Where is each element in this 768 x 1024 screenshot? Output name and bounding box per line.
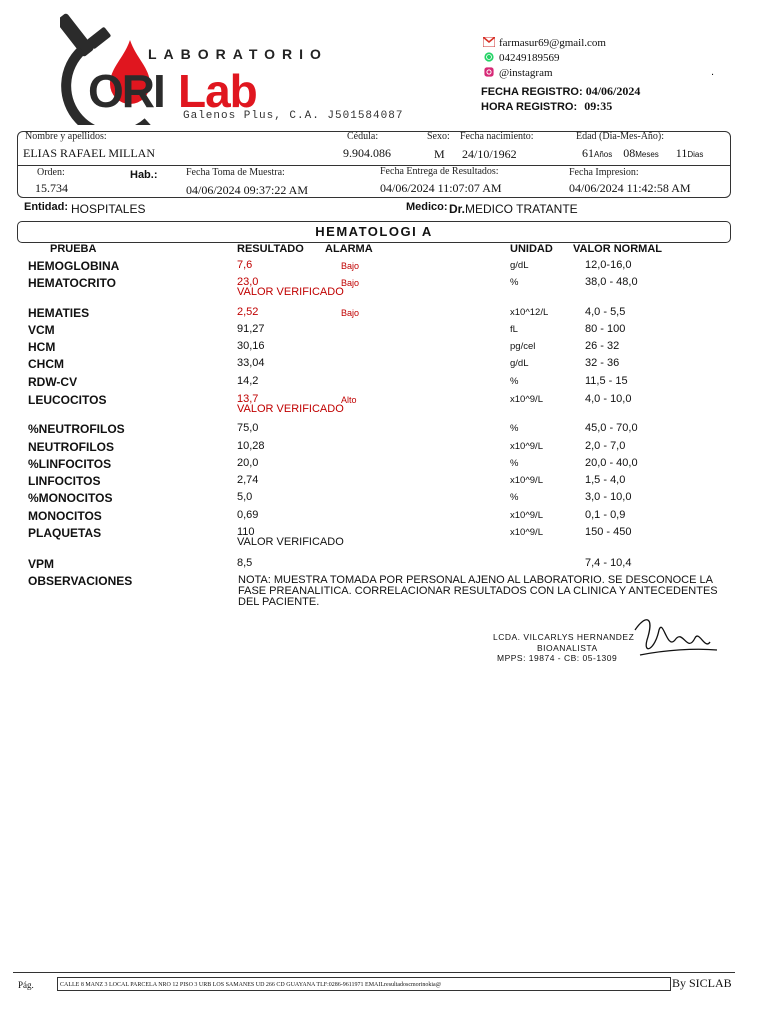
test-verified: VALOR VERIFICADO [237,286,344,298]
col-alarma: ALARMA [325,243,373,255]
fecha-registro-label: FECHA REGISTRO: [481,86,583,98]
header-dot: . [711,66,715,78]
observaciones-label: OBSERVACIONES [28,574,133,588]
fnac-value: 24/10/1962 [462,147,517,161]
test-result: 23,0 [237,276,259,288]
test-name: %NEUTROFILOS [28,422,125,436]
test-normal-range: 11,5 - 15 [585,375,628,387]
test-normal-range: 1,5 - 4,0 [585,474,626,486]
test-result: 7,6 [237,259,253,271]
test-verified: VALOR VERIFICADO [237,403,344,415]
test-alarm: Bajo [341,308,360,318]
test-name: %MONOCITOS [28,491,113,505]
test-name: VCM [28,323,55,337]
signer-mpps: MPPS: 19874 - CB: 05-1309 [497,653,618,663]
test-normal-range: 32 - 36 [585,357,620,369]
test-unit: pg/cel [510,341,536,352]
toma-value: 04/06/2024 09:37:22 AM [186,183,309,197]
contact-email [483,37,606,49]
test-name: CHCM [28,357,64,371]
fecha-registro-value: 04/06/2024 [585,84,641,98]
signer-name: LCDA. VILCARLYS HERNANDEZ [493,632,635,642]
test-name: MONOCITOS [28,509,102,523]
logo-text-lab: Lab [178,65,257,117]
test-result: 8,5 [237,557,253,569]
test-name: LINFOCITOS [28,474,101,488]
orden-label: Orden: [37,167,65,178]
test-result: 2,52 [237,306,259,318]
test-normal-range: 2,0 - 7,0 [585,440,626,452]
fnac-label: Fecha nacimiento: [460,131,534,142]
test-unit: % [510,277,519,288]
hora-registro-label: HORA REGISTRO: [481,101,578,113]
test-unit: g/dL [510,358,529,369]
entidad-value: HOSPITALES [71,202,146,216]
test-name: %LINFOCITOS [28,457,112,471]
instagram-icon [483,67,495,77]
test-alarm: Bajo [341,261,360,271]
by-siclab: By SICLAB [672,976,732,990]
page-label: Pág. [18,980,34,990]
col-valor-normal: VALOR NORMAL [573,243,663,255]
test-normal-range: 45,0 - 70,0 [585,422,638,434]
footer-address: CALLE 8 MANZ 3 LOCAL PARCELA NRO 12 PISO 3 URB LOS SAMANES UD 266 CD GUAYANA TLF:0286-9611971 EMAILresultadoscmorinokia@ [57,977,671,991]
test-name: PLAQUETAS [28,526,102,540]
edad-label: Edad (Dia-Mes-Año): [576,131,665,142]
test-normal-range: 7,4 - 10,4 [585,557,632,569]
test-result: 13,7 [237,393,259,405]
edad-dias: 11 [675,146,688,160]
medico-value [449,202,578,216]
cedula-label: Cédula: [347,131,379,142]
test-normal-range: 20,0 - 40,0 [585,457,638,469]
test-alarm: Bajo [341,278,360,288]
test-result: 5,0 [237,491,253,503]
section-title: HEMATOLOGI A [17,221,731,243]
logo-text-ori: ORI [88,65,164,117]
test-name: HCM [28,340,56,354]
test-unit: % [510,423,519,434]
anos-label: Años [594,150,613,159]
instagram-text: @instagram [499,67,553,79]
test-name: LEUCOCITOS [28,393,107,407]
hora-registro [481,99,612,114]
test-result: 20,0 [237,457,259,469]
col-unidad: UNIDAD [510,243,553,255]
hora-registro-value: 09:35 [584,99,613,113]
test-result: 91,27 [237,323,265,335]
lab-word: LABORATORIO [148,46,328,62]
test-unit: % [510,376,519,387]
email-text: farmasur69@gmail.com [499,37,606,49]
edad-anos: 61 [582,146,594,160]
test-normal-range: 4,0 - 10,0 [585,393,632,405]
signature-scribble-icon [625,610,720,670]
cedula-value: 9.904.086 [343,146,391,160]
orden-value: 15.734 [35,181,68,195]
test-normal-range: 80 - 100 [585,323,626,335]
medico-name: MEDICO TRATANTE [465,202,578,216]
observaciones-text: NOTA: MUESTRA TOMADA POR PERSONAL AJENO AL LABORATORIO. SE DESCONOCE LA FASE PREANALITICA. CORRELACIONAR RESULTADOS CON LA CLINICA Y ANTECEDENTES DEL PACIENTE. [238,574,718,608]
test-result: 75,0 [237,422,259,434]
test-unit: x10^9/L [510,527,543,538]
test-normal-range: 3,0 - 10,0 [585,491,632,503]
test-result: 10,28 [237,440,265,452]
whatsapp-icon [483,52,495,62]
test-alarm: Alto [341,395,357,405]
footer-rule [13,972,735,973]
col-resultado: RESULTADO [237,243,304,255]
patient-name: ELIAS RAFAEL MILLAN [23,146,155,160]
contact-phone [483,52,560,64]
impresion-value: 04/06/2024 11:42:58 AM [569,181,691,195]
contact-instagram [483,67,553,79]
hab-label: Hab.: [130,169,158,181]
test-normal-range: 4,0 - 5,5 [585,306,626,318]
sexo-label: Sexo: [427,131,450,142]
entidad-label: Entidad: [24,201,68,213]
test-result: 110 [237,526,255,538]
entrega-label: Fecha Entrega de Resultados: [380,166,499,177]
patient-divider [18,165,730,166]
test-normal-range: 26 - 32 [585,340,620,352]
test-result: 33,04 [237,357,265,369]
test-unit: x10^9/L [510,441,543,452]
test-result: 30,16 [237,340,265,352]
test-unit: x10^9/L [510,510,543,521]
toma-label: Fecha Toma de Muestra: [186,167,285,178]
test-unit: x10^9/L [510,475,543,486]
test-result: 14,2 [237,375,259,387]
edad-meses: 08 [623,146,636,160]
medico-prefix: Dr. [449,202,466,216]
entrega-value: 04/06/2024 11:07:07 AM [380,181,502,195]
fecha-registro [481,84,640,99]
test-normal-range: 12,0-16,0 [585,259,632,271]
test-normal-range: 38,0 - 48,0 [585,276,638,288]
lab-logo [60,10,310,125]
test-name: HEMATOCRITO [28,276,117,290]
test-unit: % [510,492,519,503]
test-unit: x10^12/L [510,307,549,318]
test-name: VPM [28,557,55,571]
gmail-icon [483,37,495,47]
company-name: Galenos Plus, C.A. J501584087 [183,110,404,122]
edad-value [582,146,703,161]
test-result: 2,74 [237,474,259,486]
test-normal-range: 0,1 - 0,9 [585,509,626,521]
test-unit: x10^9/L [510,394,543,405]
meses-label: Meses [635,150,659,159]
test-unit: fL [510,324,518,335]
test-result: 0,69 [237,509,259,521]
phone-text: 04249189569 [499,52,560,64]
test-name: RDW-CV [28,375,78,389]
test-name: NEUTROFILOS [28,440,114,454]
sexo-value: M [434,147,445,161]
test-verified: VALOR VERIFICADO [237,536,344,548]
impresion-label: Fecha Impresion: [569,167,639,178]
col-prueba: PRUEBA [50,243,97,255]
test-name: HEMATIES [28,306,90,320]
test-unit: % [510,458,519,469]
test-unit: g/dL [510,260,529,271]
name-label: Nombre y apellidos: [25,131,107,142]
dias-label: Dias [687,150,704,159]
test-name: HEMOGLOBINA [28,259,120,273]
test-normal-range: 150 - 450 [585,526,632,538]
signer-title: BIOANALISTA [537,643,598,653]
medico-label: Medico: [406,201,448,213]
